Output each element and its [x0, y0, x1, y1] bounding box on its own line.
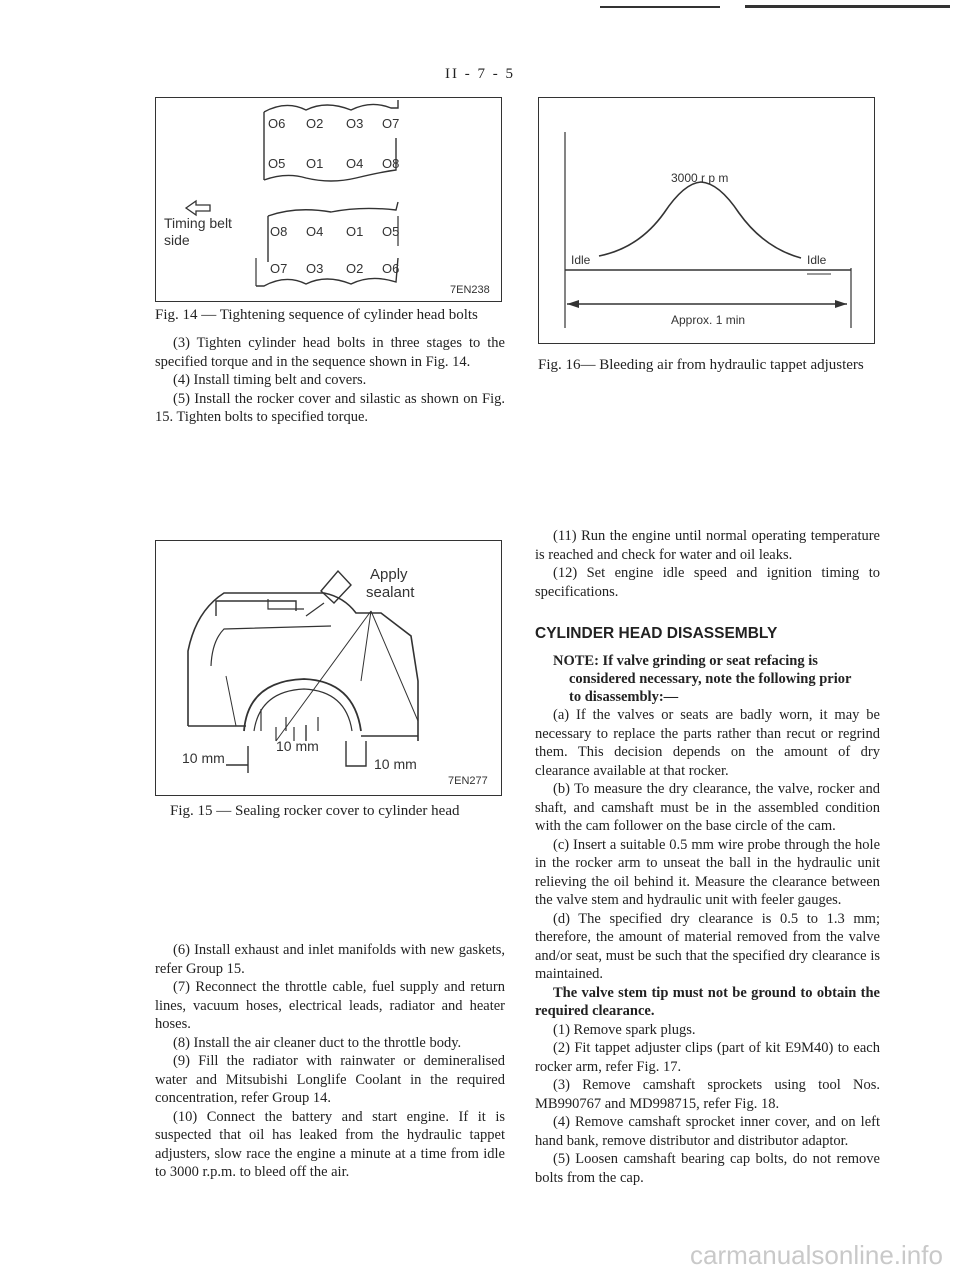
- left-arrow-icon: [186, 201, 210, 215]
- left-text-block-2: [155, 941, 505, 1182]
- figure-15: [155, 540, 502, 796]
- figure-16: [538, 97, 875, 344]
- bolt-label: O2: [306, 116, 324, 131]
- paragraph: (11) Run the engine until normal operating temperature is reached and check for water and oil leaks.: [535, 528, 880, 563]
- figure-code: 7EN277: [448, 775, 488, 787]
- figure-code: 7EN238: [450, 284, 490, 296]
- bolt-label: O5: [268, 156, 286, 171]
- duration-label: Approx. 1 min: [671, 313, 746, 327]
- bolt-label: O1: [306, 156, 324, 171]
- bolt-label: O4: [306, 224, 324, 239]
- paragraph: (5) Loosen camshaft bearing cap bolts, do not remove bolts from the cap.: [535, 1151, 880, 1186]
- section-heading: CYLINDER HEAD DISASSEMBLY: [535, 625, 778, 642]
- rocker-cover-diagram: [156, 541, 501, 795]
- figure-14: [155, 97, 502, 302]
- idle-right-label: Idle: [807, 253, 827, 267]
- figure-16-caption: Fig. 16— Bleeding air from hydraulic tappet adjusters: [538, 357, 864, 373]
- idle-left-label: Idle: [571, 253, 591, 267]
- paragraph: (5) Install the rocker cover and silastic as shown on Fig. 15. Tighten bolts to specified torque.: [155, 390, 505, 425]
- right-text-block-2: [535, 706, 880, 1187]
- bolt-label: O8: [270, 224, 288, 239]
- paragraph: (4) Remove camshaft sprocket inner cover, and on left hand bank, remove distributor and distributor adaptor.: [535, 1114, 880, 1149]
- paragraph: (1) Remove spark plugs.: [553, 1021, 696, 1038]
- note-line: NOTE: If valve grinding or seat refacing is: [553, 653, 818, 669]
- paragraph: (6) Install exhaust and inlet manifolds with new gaskets, refer Group 15.: [155, 942, 505, 977]
- top-rule-left: [600, 6, 720, 8]
- note-line: to disassembly:—: [569, 689, 679, 705]
- rpm-curve-diagram: [539, 98, 874, 343]
- left-text-block-1: [155, 334, 505, 427]
- paragraph: (7) Reconnect the throttle cable, fuel supply and return lines, vacuum hoses, electrical leads, radiator and heater hoses.: [155, 979, 505, 1032]
- bolt-label: O8: [382, 156, 400, 171]
- bolt-sequence-diagram: [156, 98, 501, 301]
- paragraph: (d) The specified dry clearance is 0.5 to 1.3 mm; therefore, the amount of material removed from the valve and/or seat, must be such that the specified dry clearance is maintained.: [535, 910, 880, 982]
- paragraph: (c) Insert a suitable 0.5 mm wire probe through the hole in the rocker arm to unseat the ball in the hydraulic unit relieving the oil behind it. Measure the clearance between the valve stem and hydraulic unit with feeler gauges.: [535, 836, 880, 908]
- paragraph: (3) Remove camshaft sprockets using tool Nos. MB990767 and MD998715, refer Fig. 18.: [535, 1077, 880, 1112]
- paragraph: (4) Install timing belt and covers.: [173, 372, 367, 388]
- bolt-label: O2: [346, 261, 364, 276]
- page-number: II - 7 - 5: [445, 66, 515, 82]
- paragraph: (2) Fit tappet adjuster clips (part of kit E9M40) to each rocker arm, refer Fig. 17.: [535, 1040, 880, 1075]
- bolt-label: O6: [268, 116, 286, 131]
- paragraph: (12) Set engine idle speed and ignition timing to specifications.: [535, 565, 880, 600]
- dimension-label: 10 mm: [276, 738, 319, 754]
- bolt-label: O6: [382, 261, 400, 276]
- dimension-label: 10 mm: [374, 756, 417, 772]
- watermark-footer[interactable]: carmanualsonline.info: [690, 1240, 943, 1270]
- bolt-label: O3: [306, 261, 324, 276]
- bolt-label: O1: [346, 224, 364, 239]
- bolt-label: O7: [382, 116, 400, 131]
- bolt-label: O7: [270, 261, 288, 276]
- figure-15-caption: Fig. 15 — Sealing rocker cover to cylinder head: [170, 803, 460, 819]
- paragraph: (10) Connect the battery and start engine. If it is suspected that oil has leaked from the hydraulic tappet adjusters, slow race the engine a minute at a time from idle to 3000 r.p.m. to bleed off the air.: [155, 1108, 505, 1180]
- right-text-block-1: [535, 527, 880, 601]
- dimension-label: 10 mm: [182, 750, 225, 766]
- top-rule-right: [745, 5, 950, 8]
- note-line: considered necessary, note the following prior: [569, 671, 852, 687]
- paragraph: (b) To measure the dry clearance, the valve, rocker and shaft, and camshaft must be in the assembled condition with the cam follower on the base circle of the cam.: [535, 781, 880, 834]
- figure-14-caption: Fig. 14 — Tightening sequence of cylinder head bolts: [155, 307, 478, 323]
- bolt-label: O5: [382, 224, 400, 239]
- peak-label: 3000 r p m: [671, 171, 729, 185]
- apply-label: Apply: [370, 566, 408, 583]
- sealant-label: sealant: [366, 584, 415, 601]
- note-block: [535, 652, 880, 706]
- paragraph: (3) Tighten cylinder head bolts in three stages to the specified torque and in the sequence shown in Fig. 14.: [155, 335, 505, 370]
- side-label: side: [164, 232, 190, 248]
- warning-text: The valve stem tip must not be ground to obtain the required clearance.: [535, 984, 880, 1019]
- timing-belt-label: Timing belt: [164, 215, 232, 231]
- paragraph: (8) Install the air cleaner duct to the throttle body.: [173, 1034, 462, 1051]
- bolt-label: O3: [346, 116, 364, 131]
- paragraph: (9) Fill the radiator with rainwater or demineralised water and Mitsubishi Longlife Coolant in the required concentration, refer Group 14.: [155, 1053, 505, 1106]
- bolt-label: O4: [346, 156, 364, 171]
- paragraph: (a) If the valves or seats are badly worn, it may be necessary to replace the parts rather than recut or regrind them. This decision depends on the amount of dry clearance available at that rocker.: [535, 707, 880, 779]
